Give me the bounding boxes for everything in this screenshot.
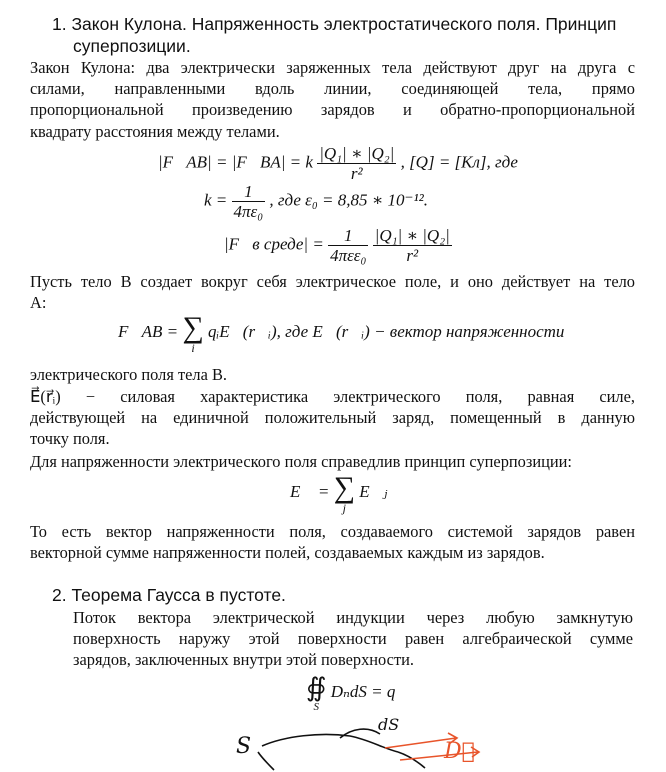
- sketch-label-ds: dS: [378, 715, 400, 734]
- coulomb-law-paragraph: [30, 57, 635, 142]
- text-line: Пусть тело B создает вокруг себя электрическое поле, и оно действует на тело: [30, 272, 635, 291]
- numerator: 1: [232, 182, 266, 202]
- surface-outline: [258, 729, 425, 770]
- formula-rhs: , [Q] = [Кл], где: [400, 152, 518, 172]
- field-of-body-text: [30, 364, 635, 385]
- text-line: векторной сумме напряженности полей, создаваемых каждым из зарядов.: [30, 543, 545, 563]
- integral-index: S: [313, 701, 319, 713]
- text-line: A:: [30, 293, 47, 313]
- formula-rhs: DₙdS = q: [330, 681, 396, 701]
- gauss-theorem-paragraph: [73, 607, 633, 671]
- formula-lhs: E⃗ =: [290, 481, 330, 501]
- denominator: r²: [350, 164, 363, 183]
- gauss-formula: [306, 674, 395, 712]
- numerator: |Q₁| ∗ |Q₂|: [374, 226, 450, 245]
- sum-symbol: ∑ j: [333, 471, 355, 515]
- field-definition-paragraph: [30, 386, 635, 450]
- fraction: [232, 182, 266, 221]
- sum-index: j: [342, 501, 346, 515]
- superposition-formula: [290, 473, 387, 513]
- superposition-intro: [30, 451, 635, 472]
- sum-index: i: [191, 341, 195, 355]
- fraction: [373, 226, 452, 265]
- medium-force-formula: [224, 226, 452, 265]
- field-paragraph: [30, 271, 635, 313]
- text-line: E⃗(r⃗ᵢ) − силовая характеристика электрического поля, равная силе,: [30, 387, 635, 406]
- formula-lhs: k =: [204, 190, 228, 210]
- superposition-explanation: [30, 521, 635, 563]
- denominator: r²: [406, 246, 419, 265]
- text-line: Поток вектора электрической индукции через любую замкнутую: [73, 608, 633, 627]
- gauss-surface-sketch: [0, 712, 666, 772]
- closed-surface-integral: ∯ S: [306, 673, 327, 713]
- text-line: действующей на единичной положительный заряд, помещенный в данную: [30, 408, 635, 428]
- formula-lhs: F⃗AB =: [118, 321, 179, 341]
- denominator: 4πε₀: [233, 202, 264, 221]
- numerator: |Q₁| ∗ |Q₂|: [319, 144, 395, 163]
- text-line: электрического поля тела B.: [30, 365, 227, 384]
- denominator: 4πεε₀: [330, 246, 367, 265]
- force-sum-formula: [118, 313, 564, 353]
- section-1-heading-cont: суперпозиции.: [73, 36, 191, 56]
- text-line: квадрату расстояния между телами.: [30, 121, 280, 141]
- fraction: [317, 144, 396, 183]
- formula-rhs: E⃗ⱼ: [359, 481, 388, 501]
- numerator: 1: [328, 226, 368, 246]
- coulomb-formula: [158, 144, 518, 183]
- section-1-heading: 1. Закон Кулона. Напряженность электростатического поля. Принцип: [52, 14, 617, 34]
- text-line: зарядов, заключенных внутри этой поверхности.: [73, 650, 414, 670]
- formula-rhs: , где ε₀ = 8,85 ∗ 10⁻¹².: [269, 190, 428, 210]
- text-line: поверхность наружу этой поверхности равен алгебраической сумме: [73, 629, 633, 649]
- section-2-heading: 2. Теорема Гаусса в пустоте.: [52, 585, 286, 605]
- k-constant-formula: [204, 182, 428, 221]
- formula-lhs: |F⃗AB| = |F⃗BA| = k: [158, 152, 313, 172]
- formula-rhs: qᵢE⃗(r⃗ᵢ), где E⃗(r⃗ᵢ) − вектор напряженности: [208, 321, 565, 341]
- text-line: пропорциональной произведению зарядов и обратно-пропорциональной: [30, 100, 635, 120]
- sketch-label-d: D⃗: [444, 739, 475, 764]
- sum-symbol: ∑ i: [182, 311, 204, 355]
- fraction: [328, 226, 368, 265]
- formula-lhs: |F⃗в среде| =: [224, 234, 324, 254]
- text-line: Закон Кулона: два электрически заряженных тела действуют друг на друга с: [30, 58, 635, 77]
- text-line: То есть вектор напряженности поля, создаваемого системой зарядов равен: [30, 522, 635, 541]
- text-line: силами, направленными вдоль линии, соединяющей тела, прямо: [30, 79, 635, 99]
- text-line: Для напряженности электрического поля справедлив принцип суперпозиции:: [30, 452, 572, 471]
- sketch-label-s: S: [236, 734, 252, 759]
- text-line: точку поля.: [30, 429, 110, 449]
